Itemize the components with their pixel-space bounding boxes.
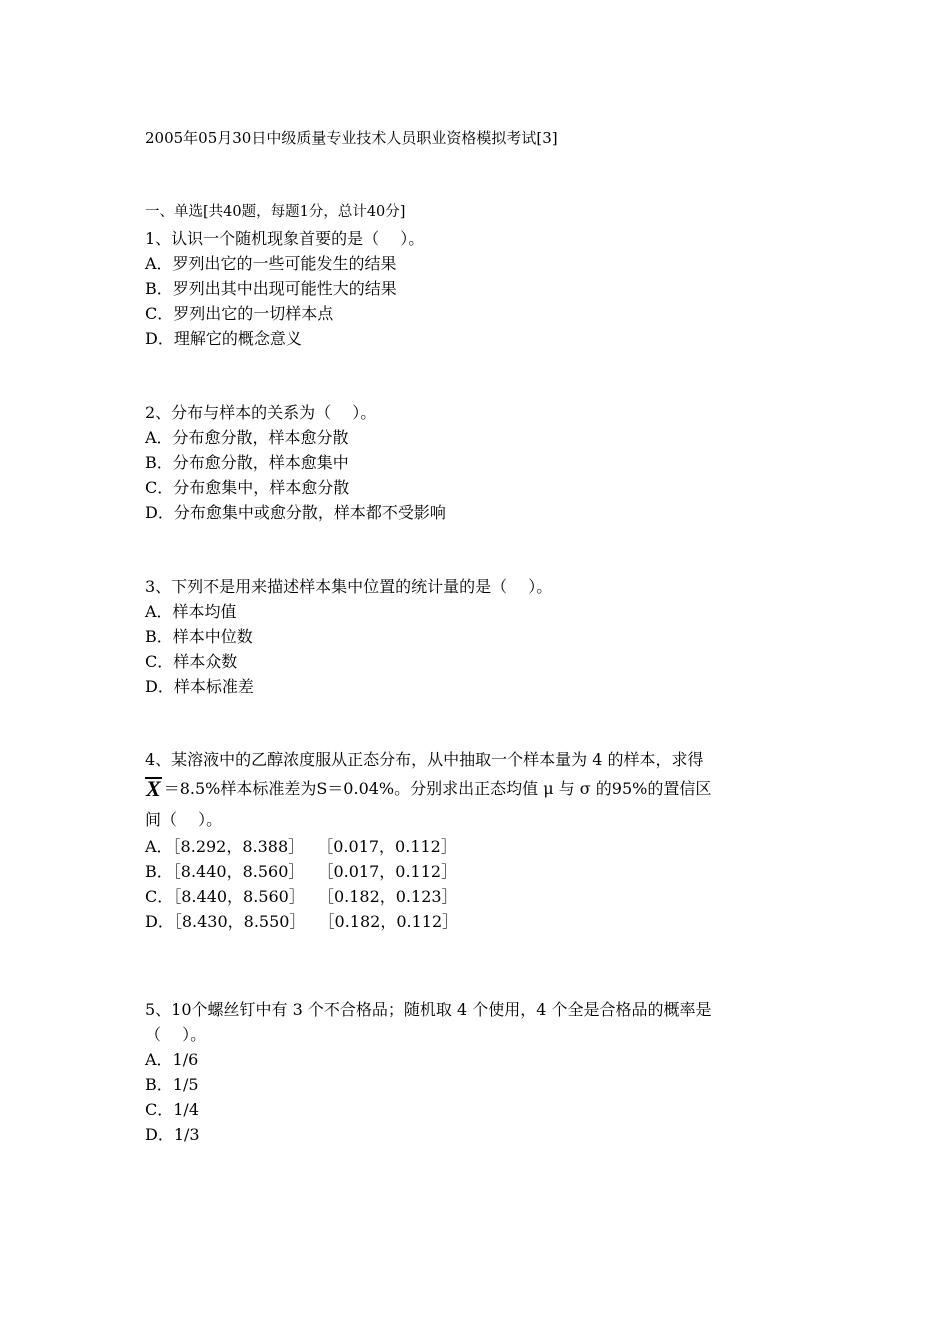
exam-title: 2005年05月30日中级质量专业技术人员职业资格模拟考试[3] (145, 129, 558, 147)
question-stem-text: ＝8.5%样本标准差为S＝0.04%。分别求出正态均值 μ 与 σ 的95%的置信区 (163, 779, 712, 798)
option-a: A．样本均值 (145, 602, 237, 621)
question-stem: 3、下列不是用来描述样本集中位置的统计量的是（ ）。 (145, 577, 553, 596)
question-4 (145, 747, 810, 934)
question-1 (145, 226, 810, 351)
question-stem-line-2: （ ）。 (145, 1025, 207, 1044)
option-d: D．样本标准差 (145, 677, 254, 696)
option-b: B．［8.440，8.560］ ［0.017，0.112］ (145, 862, 458, 881)
option-d: D．分布愈集中或愈分散，样本都不受影响 (145, 503, 446, 522)
option-b: B．分布愈分散，样本愈集中 (145, 453, 349, 472)
question-5 (145, 997, 810, 1147)
option-b: B．罗列出其中出现可能性大的结果 (145, 279, 397, 298)
option-d: D．理解它的概念意义 (145, 329, 302, 348)
option-a: A．1/6 (145, 1050, 199, 1069)
question-stem-line-1: 4、某溶液中的乙醇浓度服从正态分布，从中抽取一个样本量为 4 的样本，求得 (145, 750, 704, 769)
option-c: C．样本众数 (145, 652, 238, 671)
question-2 (145, 400, 810, 525)
sample-mean-symbol: X (146, 776, 161, 801)
option-b: B．样本中位数 (145, 627, 253, 646)
question-stem-line-1: 5、10个螺丝钉中有 3 个不合格品；随机取 4 个使用，4 个全是合格品的概率是 (145, 1000, 712, 1019)
question-stem-line-3: 间（ ）。 (145, 810, 223, 829)
question-stem: 1、认识一个随机现象首要的是（ ）。 (145, 229, 425, 248)
option-c: C．分布愈集中，样本愈分散 (145, 478, 350, 497)
option-d: D．［8.430，8.550］ ［0.182，0.112］ (145, 912, 459, 931)
option-a: A．［8.292，8.388］ ［0.017，0.112］ (145, 837, 457, 856)
option-a: A．罗列出它的一些可能发生的结果 (145, 254, 397, 273)
question-stem-line-2 (145, 772, 810, 806)
question-stem: 2、分布与样本的关系为（ ）。 (145, 403, 377, 422)
option-d: D．1/3 (145, 1125, 200, 1144)
option-a: A．分布愈分散，样本愈分散 (145, 428, 349, 447)
option-c: C．罗列出它的一切样本点 (145, 304, 334, 323)
section-header: 一、单选[共40题，每题1分，总计40分] (145, 204, 406, 220)
option-c: C．1/4 (145, 1100, 199, 1119)
option-c: C．［8.440，8.560］ ［0.182，0.123］ (145, 887, 458, 906)
option-b: B．1/5 (145, 1075, 199, 1094)
question-3 (145, 574, 810, 699)
